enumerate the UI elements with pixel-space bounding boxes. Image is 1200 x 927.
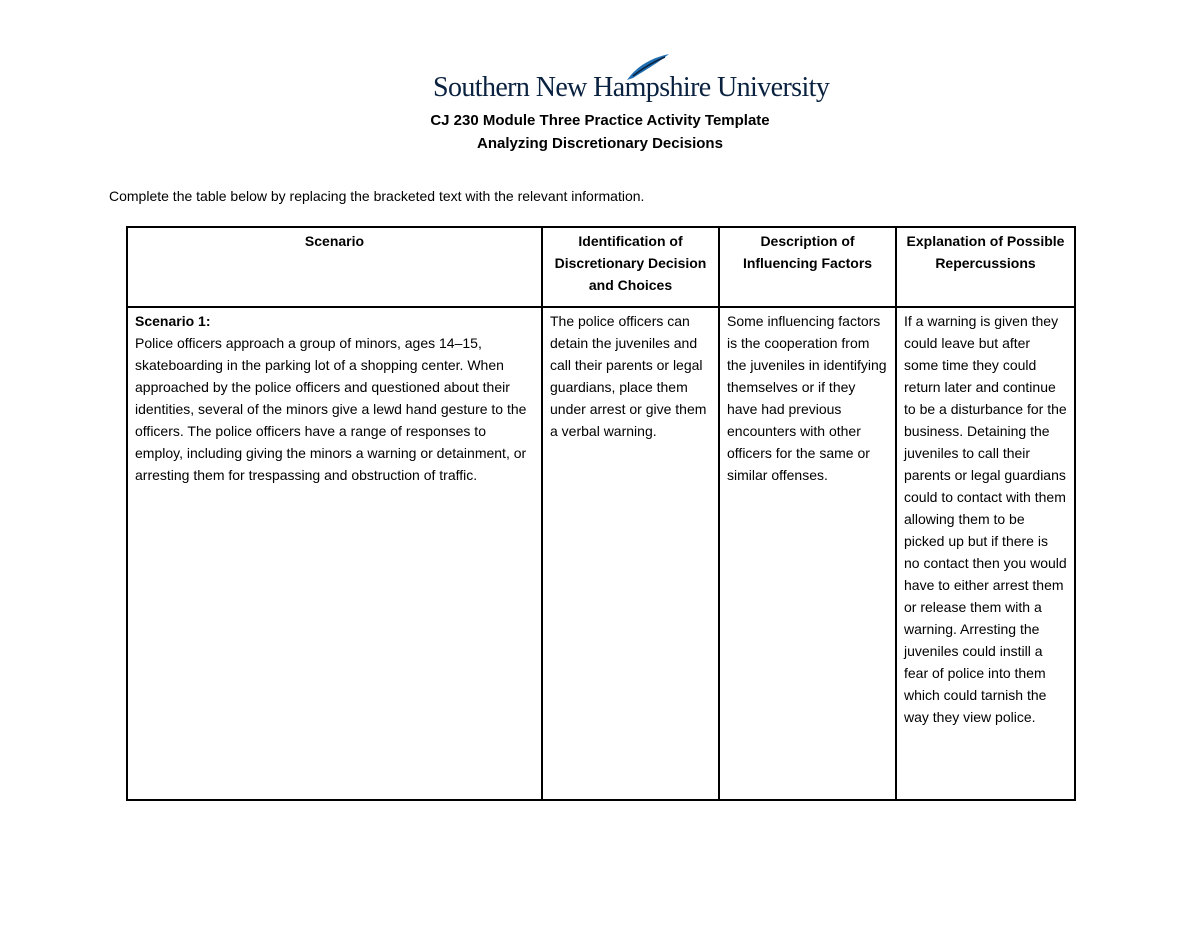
column-header-scenario: Scenario bbox=[127, 227, 542, 307]
decision-cell: The police officers can detain the juveniles and call their parents or legal guardians, place them under arrest or give them a verbal warning. bbox=[542, 307, 719, 800]
university-logo bbox=[433, 52, 830, 104]
repercussions-cell: If a warning is given they could leave but after some time they could return later and continue to be a disturbance for the business. Detaining the juveniles to call their parents or legal guardians could to contact with them allowing them to be picked up but if there is no contact then you would have to either arrest them or release them with a warning. Arresting the juveniles could instill a fear of police into them which could tarnish the way they view police. bbox=[896, 307, 1075, 800]
scenario-text: Police officers approach a group of minors, ages 14–15, skateboarding in the parking lot of a shopping center. When approached by the police officers and questioned about their identities, several of the minors give a lewd hand gesture to the officers. The police officers have a range of responses to employ, including giving the minors a warning or detainment, or arresting them for trespassing and obstruction of traffic. bbox=[135, 335, 527, 483]
table-row bbox=[127, 307, 1075, 800]
scenario-cell bbox=[127, 307, 542, 800]
university-name: Southern New Hampshire University bbox=[433, 72, 830, 103]
column-header-factors: Description of Influencing Factors bbox=[719, 227, 896, 307]
instructions-text: Complete the table below by replacing the bracketed text with the relevant information. bbox=[109, 188, 645, 204]
document-subtitle: Analyzing Discretionary Decisions bbox=[477, 135, 723, 152]
column-header-repercussions: Explanation of Possible Repercussions bbox=[896, 227, 1075, 307]
table-header-row bbox=[127, 227, 1075, 307]
practice-activity-table bbox=[126, 226, 1076, 801]
factors-cell: Some influencing factors is the cooperation from the juveniles in identifying themselves or if they have had previous encounters with other officers for the same or similar offenses. bbox=[719, 307, 896, 800]
scenario-label: Scenario 1: bbox=[135, 313, 211, 329]
document-title: CJ 230 Module Three Practice Activity Template bbox=[430, 112, 770, 129]
column-header-decision: Identification of Discretionary Decision and Choices bbox=[542, 227, 719, 307]
